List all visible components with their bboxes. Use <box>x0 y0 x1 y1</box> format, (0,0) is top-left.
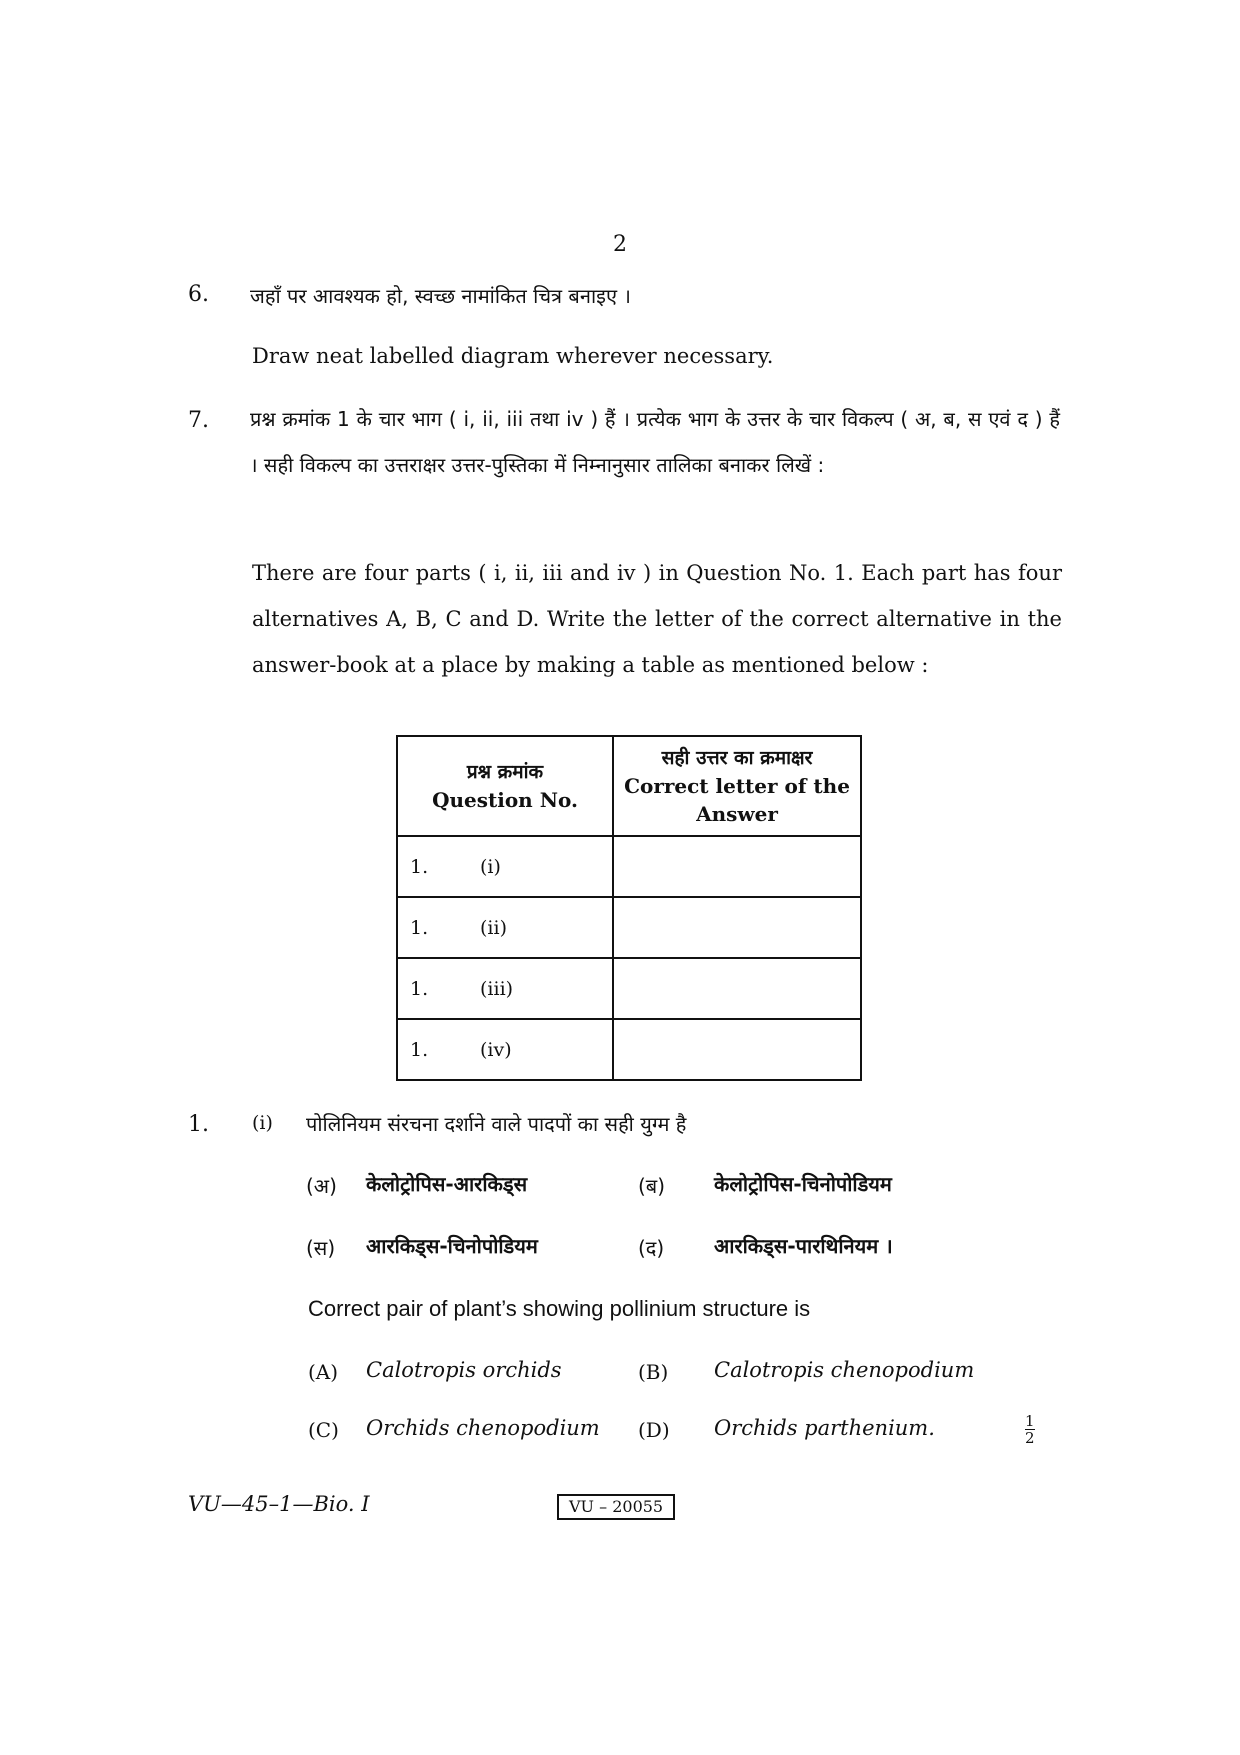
header-correct-letter <box>613 736 861 836</box>
table-header-row <box>397 736 861 836</box>
paper-serial-box: VU – 20055 <box>557 1494 675 1520</box>
option-d-hindi-text: आरकिड्स-पारथिनियम । <box>714 1234 893 1258</box>
q6-hindi: जहाँ पर आवश्यक हो, स्वच्छ नामांकित चित्र बनाइए । <box>250 284 631 308</box>
q6-number: 6. <box>188 282 209 307</box>
q7-hindi: प्रश्न क्रमांक 1 के चार भाग ( i, ii, iii तथा iv ) हैं । प्रत्येक भाग के उत्तर के चार विकल्प ( अ, ब, स एवं द ) हैं । सही विकल्प का उत्तराक्षर उत्तर-पुस्तिका में निम्नानुसार तालिका बनाकर लिखें : <box>250 407 1060 477</box>
q7-number: 7. <box>188 408 209 433</box>
row-num: 1. <box>410 916 429 939</box>
option-a-hindi-text: केलोट्रोपिस-आरकिड्स <box>366 1172 528 1196</box>
header-question-no-hindi: प्रश्न क्रमांक <box>466 761 544 783</box>
answer-table <box>396 735 862 1081</box>
q1-hindi: पोलिनियम संरचना दर्शाने वाले पादपों का सही युग्म है <box>306 1112 687 1136</box>
option-c-label: (C) <box>308 1418 339 1442</box>
header-correct-letter-hindi: सही उत्तर का क्रमाक्षर <box>661 747 813 769</box>
option-c-hindi-text: आरकिड्स-चिनोपोडियम <box>366 1234 538 1258</box>
row-part: (ii) <box>480 916 507 939</box>
answer-cell <box>613 1019 861 1080</box>
answer-cell <box>613 836 861 897</box>
option-d-text: Orchids parthenium. <box>714 1416 935 1440</box>
table-row <box>397 958 861 1019</box>
option-a-label: (A) <box>308 1360 339 1384</box>
option-b-hindi-label: (ब) <box>638 1174 666 1198</box>
option-a-text: Calotropis orchids <box>366 1358 562 1382</box>
marks-denominator: 2 <box>1025 1429 1035 1447</box>
row-part: (iii) <box>480 977 514 1000</box>
q7-english: There are four parts ( i, ii, iii and iv ) in Question No. 1. Each part has four alternatives A, B, C and D. Write the letter of the correct alternative in the answer-book at a place by making a table as mentioned below : <box>252 561 1062 677</box>
option-d-hindi-label: (द) <box>638 1236 665 1260</box>
table-row <box>397 1019 861 1080</box>
option-a-hindi-label: (अ) <box>306 1174 337 1198</box>
option-c-hindi-label: (स) <box>306 1236 336 1260</box>
q6-english: Draw neat labelled diagram wherever necessary. <box>252 344 774 368</box>
row-num: 1. <box>410 977 429 1000</box>
marks-numerator: 1 <box>1025 1412 1035 1430</box>
header-correct-letter-english: Correct letter of the Answer <box>624 774 850 826</box>
option-c-text: Orchids chenopodium <box>366 1416 600 1440</box>
paper-code: VU—45–1—Bio. I <box>188 1492 370 1516</box>
row-num: 1. <box>410 855 429 878</box>
option-b-label: (B) <box>638 1360 669 1384</box>
q1-english: Correct pair of plant’s showing pollinium structure is <box>308 1296 811 1321</box>
header-question-no <box>397 736 613 836</box>
option-b-text: Calotropis chenopodium <box>714 1358 975 1382</box>
answer-cell <box>613 897 861 958</box>
table-row <box>397 897 861 958</box>
answer-cell <box>613 958 861 1019</box>
q1-part: (i) <box>252 1112 273 1134</box>
row-part: (i) <box>480 855 501 878</box>
row-num: 1. <box>410 1038 429 1061</box>
row-part: (iv) <box>480 1038 512 1061</box>
page-number: 2 <box>613 232 627 257</box>
q1-number: 1. <box>188 1112 209 1137</box>
table-row <box>397 836 861 897</box>
marks-fraction <box>1025 1413 1035 1446</box>
option-b-hindi-text: केलोट्रोपिस-चिनोपोडियम <box>714 1172 892 1196</box>
header-question-no-english: Question No. <box>432 788 578 812</box>
option-d-label: (D) <box>638 1418 670 1442</box>
